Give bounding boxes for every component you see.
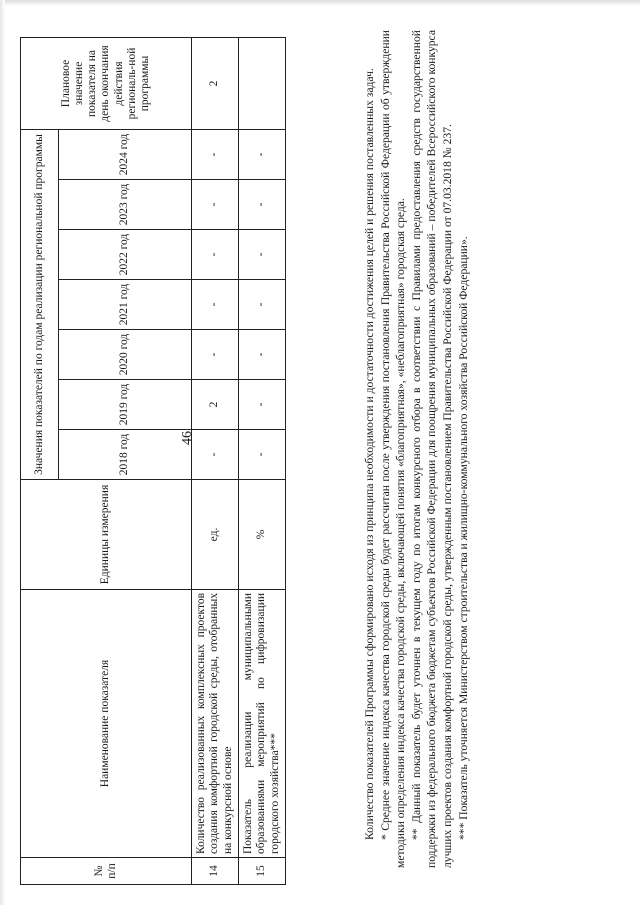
row-value: - [192, 430, 239, 480]
table-row [192, 38, 239, 885]
row-value: - [192, 280, 239, 330]
row-value: - [239, 230, 286, 280]
header-year: 2021 год [59, 280, 192, 330]
row-value: - [239, 430, 286, 480]
row-num: 15 [239, 858, 286, 885]
row-name: Количество реализованных комплексных проектов создания комфортной городской среды, отобранных на конкурсной основе [192, 590, 239, 858]
header-row-1 [21, 38, 59, 885]
header-num: № п/п [21, 858, 192, 885]
row-num: 14 [192, 858, 239, 885]
row-value: - [239, 330, 286, 380]
row-value: - [239, 280, 286, 330]
header-year: 2023 год [59, 180, 192, 230]
row-value: - [192, 330, 239, 380]
header-name: Наименование показателя [21, 590, 192, 858]
footnotes [362, 30, 471, 868]
header-year: 2022 год [59, 230, 192, 280]
rotated-page [20, 20, 620, 885]
row-value: - [192, 180, 239, 230]
row-value: - [239, 130, 286, 180]
note-paragraph: *** Показатель уточняется Министерством строительства и жилищно-коммунального хозяйства Российской Федерации». [456, 236, 470, 840]
row-value: - [192, 130, 239, 180]
page-number: 46 [180, 431, 195, 445]
header-values-group: Значения показателей по годам реализации региональной программы [21, 130, 59, 480]
row-planned [239, 38, 286, 130]
header-unit: Единицы измерения [21, 480, 192, 590]
header-year: 2024 год [59, 130, 192, 180]
row-value: 2 [192, 380, 239, 430]
row-planned: 2 [192, 38, 239, 130]
row-name: Показатель реализации муниципальными образованиями мероприятий по цифровизации городского хозяйства*** [239, 590, 286, 858]
table-row [239, 38, 286, 885]
note-paragraph: * Среднее значение индекса качества городской среды будет рассчитан после утверждения постановления Правительства Российской Федерации об утверждении методики определения индекса качества городской среды, включающей понятия «благоприятная», «неблагоприятная» городская среда. [378, 30, 408, 868]
row-value: - [239, 180, 286, 230]
row-unit: ед. [192, 480, 239, 590]
header-planned: Плановое значение показателя на день окончания действия региональ-ной программы [21, 38, 192, 130]
row-unit: % [239, 480, 286, 590]
note-paragraph: Количество показателей Программы сформировано исходя из принципа необходимости и достаточности достижения целей и решения поставленных задач. [363, 68, 376, 840]
row-value: - [192, 230, 239, 280]
indicators-table [20, 37, 286, 885]
scan-edge-left [0, 0, 5, 905]
header-year: 2019 год [59, 380, 192, 430]
scan-edge-top [0, 0, 640, 6]
row-value: - [239, 380, 286, 430]
header-year: 2018 год [59, 430, 192, 480]
header-year: 2020 год [59, 330, 192, 380]
note-paragraph: ** Данный показатель будет уточнен в текущем году по итогам конкурсного отбора в соответствии с Правилами предоставления средств государственной поддержки из федерального бюджета бюджетам субъектов Российской Федерации для поощрения муниципальных образований – победителей Всероссийского конкурса лучших проектов создания комфортной городской среды, утвержденным постановлением Правительства Российской Федерации от 07.03.2018 № 237. [409, 30, 454, 868]
